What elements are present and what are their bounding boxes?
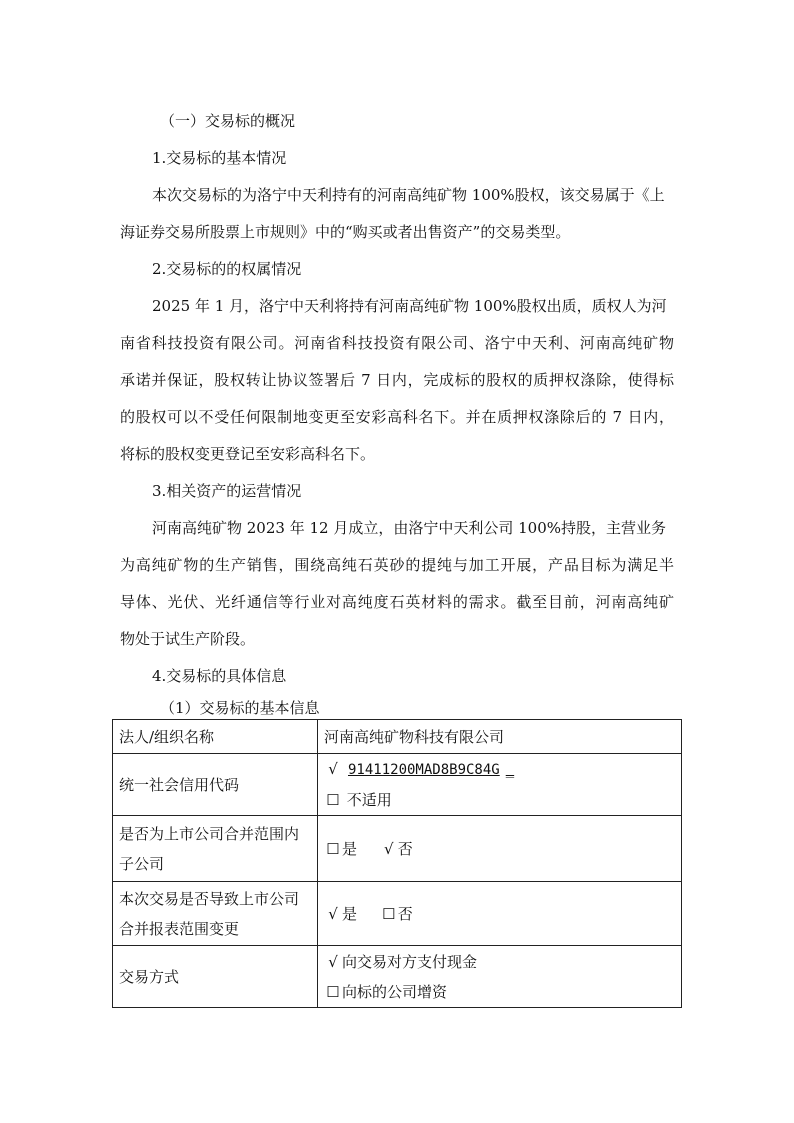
checkbox-empty-icon: ☐: [382, 904, 396, 923]
checkmark-icon: √: [384, 839, 394, 858]
checkbox-empty-icon: ☐: [326, 791, 340, 809]
basic-info-table: [112, 719, 682, 1008]
subsection-heading-2: 2.交易标的的权属情况: [152, 260, 302, 278]
paragraph-2-line-5: 将标的股权变更登记至安彩高科名下。: [120, 445, 376, 463]
label-line-1: 是否为上市公司合并范围内: [119, 824, 300, 843]
not-applicable-label: 不适用: [346, 791, 392, 809]
paragraph-2-line-2: 南省科技投资有限公司。河南省科技投资有限公司、洛宁中天利、河南高纯矿物: [120, 334, 674, 352]
paragraph-2-line-1: 2025 年 1 月，洛宁中天利将持有河南高纯矿物 100%股权出质，质权人为河: [152, 297, 667, 315]
table-caption: （1）交易标的基本信息: [160, 699, 320, 717]
table-row: [113, 946, 682, 1008]
checkmark-icon: √: [328, 952, 338, 971]
paragraph-3-line-2: 为高纯矿物的生产销售，围绕高纯石英砂的提纯与加工开展，产品目标为满足半: [120, 556, 674, 574]
no-label: 否: [397, 904, 413, 923]
no-label: 否: [397, 839, 413, 858]
subsection-heading-3: 3.相关资产的运营情况: [152, 482, 302, 500]
credit-code-option: [324, 754, 675, 785]
subsection-heading-1: 1.交易标的基本情况: [152, 149, 287, 167]
paragraph-1-line-1: 本次交易标的为洛宁中天利持有的河南高纯矿物 100%股权，该交易属于《上: [152, 186, 665, 204]
table-cell-label: 法人/组织名称: [113, 720, 318, 754]
checkbox-empty-icon: ☐: [326, 839, 340, 858]
checkmark-icon: √: [328, 760, 338, 778]
capital-increase-label: 向标的公司增资: [342, 982, 448, 1001]
not-applicable-option: [324, 785, 675, 815]
yes-label: 是: [342, 904, 358, 923]
paragraph-3-line-4: 物处于试生产阶段。: [120, 630, 256, 648]
table-cell-label: 统一社会信用代码: [113, 754, 318, 816]
cash-payment-option: [324, 947, 675, 977]
paragraph-3-line-1: 河南高纯矿物 2023 年 12 月成立，由洛宁中天利公司 100%持股，主营业务: [152, 519, 666, 537]
paragraph-1-line-2: 海证券交易所股票上市规则》中的“购买或者出售资产”的交易类型。: [120, 223, 571, 241]
paragraph-2-line-3: 承诺并保证，股权转让协议签署后 7 日内，完成标的股权的质押权涤除，使得标: [120, 371, 674, 389]
checkmark-icon: √: [328, 904, 338, 923]
subsection-heading-4: 4.交易标的具体信息: [152, 667, 287, 685]
capital-increase-option: [324, 977, 675, 1007]
label-line-2: 合并报表范围变更: [119, 919, 240, 938]
table-cell-value: [318, 754, 682, 816]
yes-label: 是: [342, 839, 358, 858]
table-cell-label: 交易方式: [113, 946, 318, 1008]
section-heading: （一）交易标的概况: [160, 112, 296, 130]
label-line-1: 本次交易是否导致上市公司: [119, 889, 300, 908]
cash-payment-label: 向交易对方支付现金: [342, 952, 478, 971]
paragraph-2-line-4: 的股权可以不受任何限制地变更至安彩高科名下。并在质押权涤除后的 7 日内，: [120, 408, 674, 426]
checkbox-empty-icon: ☐: [326, 982, 340, 1001]
table-cell-value: [318, 946, 682, 1008]
table-row: [113, 720, 682, 754]
paragraph-3-line-3: 导体、光伏、光纤通信等行业对高纯度石英材料的需求。截至目前，河南高纯矿: [120, 593, 674, 611]
credit-code-blank: _: [505, 762, 515, 778]
table-row: [113, 882, 682, 946]
table-cell-value: 河南高纯矿物科技有限公司: [318, 720, 682, 754]
label-line-2: 子公司: [119, 854, 165, 873]
table-row: [113, 754, 682, 816]
table-cell-value: [318, 816, 682, 882]
table-cell-label: [113, 816, 318, 882]
credit-code-value: 91411200MAD8B9C84G: [348, 762, 500, 778]
table-cell-label: [113, 882, 318, 946]
table-row: [113, 816, 682, 882]
table-cell-value: [318, 882, 682, 946]
